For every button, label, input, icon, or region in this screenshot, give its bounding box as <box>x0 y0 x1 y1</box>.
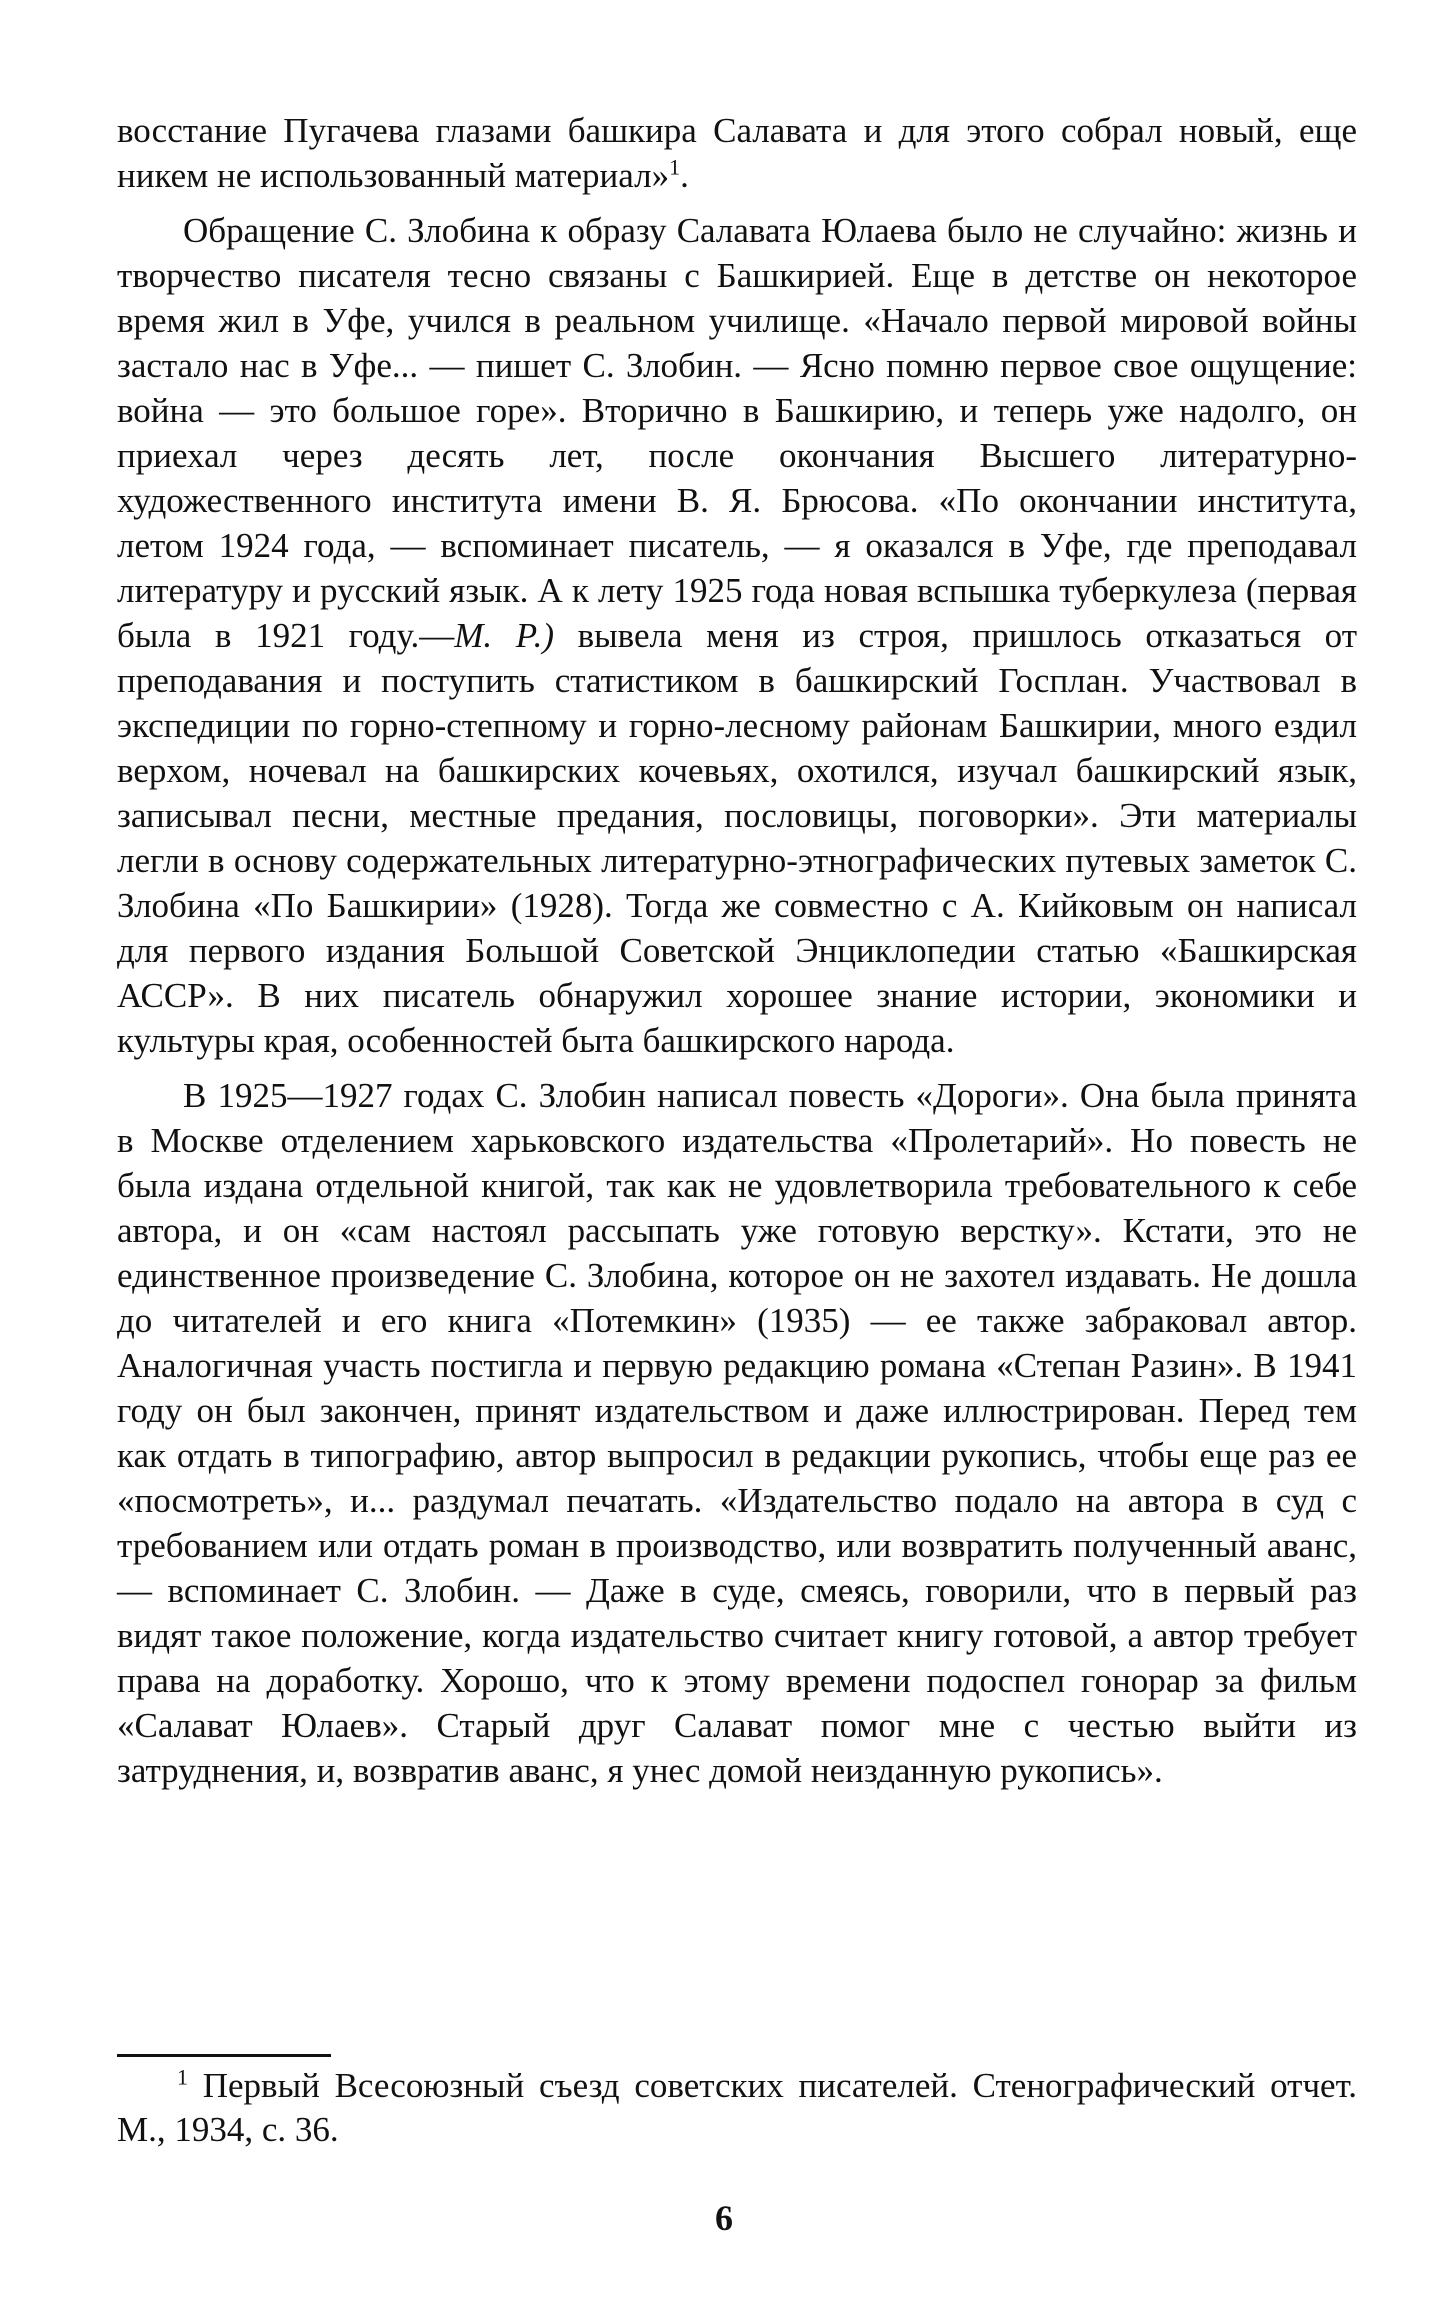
footnote-reference: 1 <box>669 154 681 180</box>
main-text <box>117 108 1357 1793</box>
paragraph-3 <box>117 1073 1357 1793</box>
footnote-mark: 1 <box>177 2064 188 2090</box>
paragraph-2-part2: вывела меня из строя, пришлось отказаться от преподавания и поступить статистиком в башкирский Госплан. Участвовал в экспедиции по горно-степному и горно-лесному районам Башкирии, много ездил верхом, ночевал на башкирских кочевьях, охотился, изучал башкирский язык, записывал песни, местные предания, пословицы, поговорки». Эти материалы легли в основу содержательных литературно-этнографических путевых заметок С. Злобина «По Башкирии» (1928). Тогда же совместно с А. Кийковым он написал для первого издания Большой Советской Энциклопедии статью «Башкирская АССР». В них писатель обнаружил хорошее знание истории, экономики и культуры края, особенностей быта башкирского народа. <box>117 616 1357 1060</box>
paragraph-2-part1: Обращение С. Злобина к образу Салавата Юлаева было не случайно: жизнь и творчество писателя тесно связаны с Башкирией. Еще в детстве он некоторое время жил в Уфе, учился в реальном училище. «Начало первой мировой войны застало нас в Уфе... — пишет С. Злобин. — Ясно помню первое свое ощущение: война — это большое горе». Вторично в Башкирию, и теперь уже надолго, он приехал через десять лет, после окончания Высшего литературно-художественного института имени В. Я. Брюсова. «По окончании института, летом 1924 года, — вспоминает писатель, — я оказался в Уфе, где преподавал литературу и русский язык. А к лету 1925 года новая вспышка туберкулеза (первая была в 1921 году.— <box>117 211 1357 655</box>
footnote-text: Первый Всесоюзный съезд советских писателей. Стенографический отчет. М., 1934, с. 36. <box>117 2066 1357 2149</box>
footnote-divider <box>117 2054 331 2057</box>
page-number: 6 <box>715 2198 733 2238</box>
paragraph-2-initials: М. Р.) <box>454 616 555 655</box>
paragraph-1-tail: . <box>680 156 689 195</box>
footnote <box>117 2064 1357 2152</box>
paragraph-3-text: В 1925—1927 годах С. Злобин написал повесть «Дороги». Она была принята в Москве отделением харьковского издательства «Пролетарий». Но повесть не была издана отдельной книгой, так как не удовлетворила требовательного к себе автора, и он «сам настоял рассыпать уже готовую верстку». Кстати, это не единственное произведение С. Злобина, которое он не захотел издавать. Не дошла до читателей и его книга «Потемкин» (1935) — ее также забраковал автор. Аналогичная участь постигла и первую редакцию романа «Степан Разин». В 1941 году он был закончен, принят издательством и даже иллюстрирован. Перед тем как отдать в типографию, автор выпросил в редакции рукопись, чтобы еще раз ее «посмотреть», и... раздумал печатать. «Издательство подало на автора в суд с требованием или отдать роман в производство, или возвратить полученный аванс, — вспоминает С. Злобин. — Даже в суде, смеясь, говорили, что в первый раз видят такое положение, когда издательство считает книгу готовой, а автор требует права на доработку. Хорошо, что к этому времени подоспел гонорар за фильм «Салават Юлаев». Старый друг Салават помог мне с честью выйти из затруднения, и, возвратив аванс, я унес домой неизданную рукопись». <box>117 1076 1357 1790</box>
paragraph-2 <box>117 208 1357 1063</box>
paragraph-1-text: восстание Пугачева глазами башкира Салавата и для этого собрал новый, еще никем не использованный материал» <box>117 111 1357 195</box>
paragraph-1 <box>117 108 1357 198</box>
